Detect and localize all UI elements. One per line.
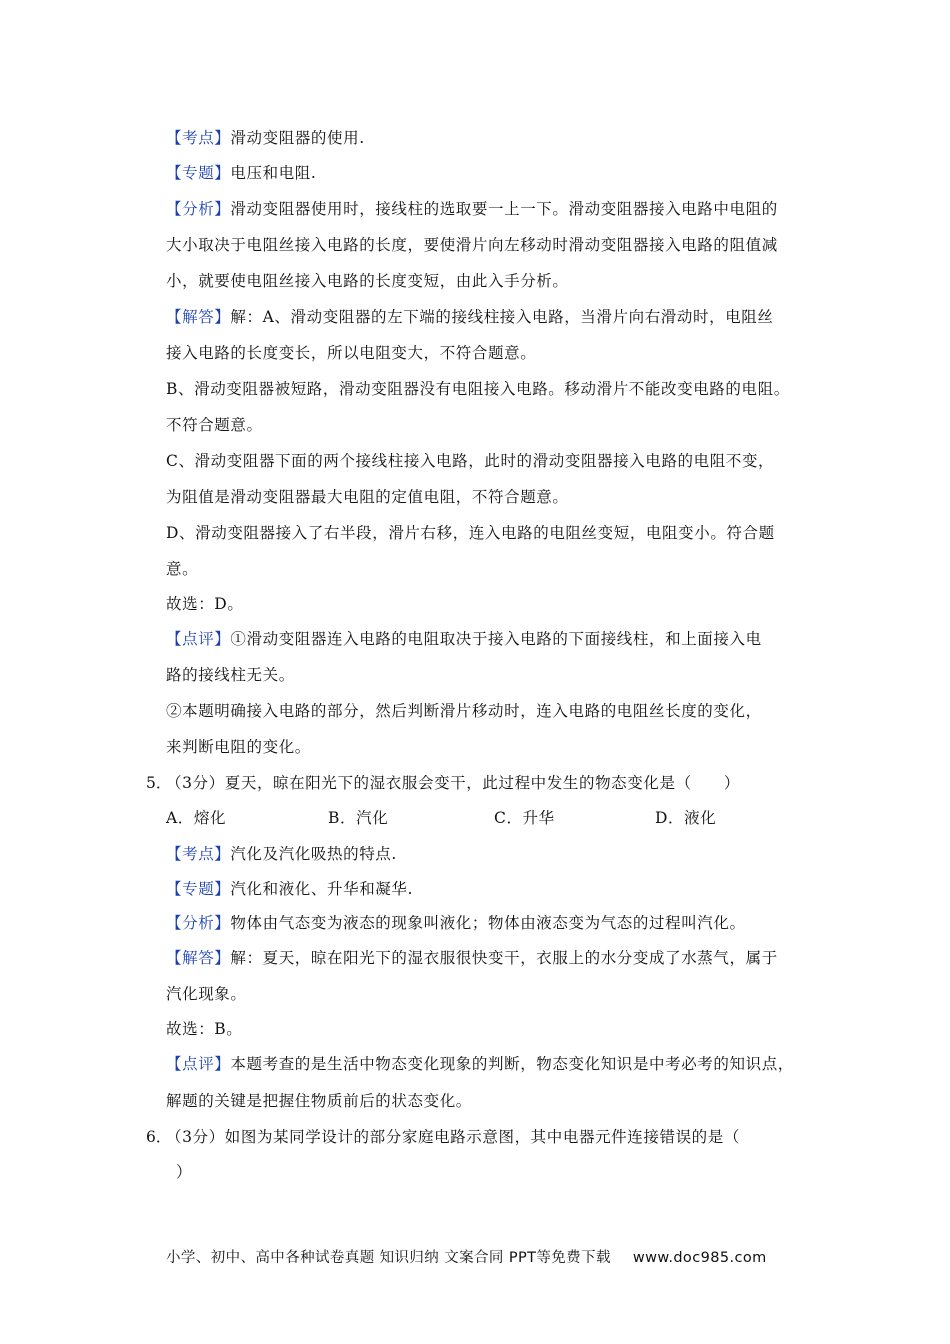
q5-dianping-text-1: 本题考查的是生活中物态变化现象的判断，物态变化知识是中考必考的知识点， bbox=[230, 1055, 794, 1073]
q4-jieda-line bbox=[166, 305, 774, 327]
q4-jieda-text-5: C、滑动变阻器下面的两个接线柱接入电路，此时的滑动变阻器接入电路的电阻不变， bbox=[166, 452, 775, 470]
q5-fenxi-text: 物体由气态变为液态的现象叫液化；物体由液态变为气态的过程叫汽化。 bbox=[230, 914, 746, 932]
dianping-tag: 【点评】 bbox=[166, 630, 231, 648]
q5-kaodian-line bbox=[166, 842, 397, 864]
q5-zhuanti-line bbox=[166, 877, 413, 899]
kaodian-tag: 【考点】 bbox=[166, 845, 231, 863]
q6-number: 6． bbox=[146, 1128, 172, 1146]
q4-fenxi-text-2: 大小取决于电阻丝接入电路的长度，要使滑片向左移动时滑动变阻器接入电路的阻值减 bbox=[166, 236, 778, 254]
page-footer bbox=[166, 1246, 767, 1267]
q6-stem-cont: ） bbox=[176, 1163, 193, 1181]
q5-option-b: B．汽化 bbox=[328, 809, 389, 827]
q4-dianping-text-2: 路的接线柱无关。 bbox=[166, 666, 295, 684]
q4-fenxi-text-1: 滑动变阻器使用时，接线柱的选取要一上一下。滑动变阻器接入电路中电阻的 bbox=[230, 200, 778, 218]
q5-option-c: C．升华 bbox=[494, 809, 555, 827]
dianping-tag: 【点评】 bbox=[166, 1055, 231, 1073]
q5-jieda-text-1: 解：夏天，晾在阳光下的湿衣服很快变干，衣服上的水分变成了水蒸气，属于 bbox=[230, 949, 778, 967]
q4-jieda-text-8: 意。 bbox=[166, 560, 199, 578]
q5-dianping-line bbox=[166, 1052, 794, 1074]
q4-jieda-answer: 故选：D。 bbox=[166, 595, 244, 613]
q4-dianping-line bbox=[166, 627, 762, 649]
footer-text: 小学、初中、高中各种试卷真题 知识归纳 文案合同 PPT等免费下载 bbox=[166, 1250, 611, 1266]
zhuanti-tag: 【专题】 bbox=[166, 880, 231, 898]
q4-zhuanti-text: 电压和电阻. bbox=[230, 164, 317, 182]
q4-kaodian-text: 滑动变阻器的使用. bbox=[230, 129, 365, 147]
fenxi-tag: 【分析】 bbox=[166, 914, 231, 932]
zhuanti-tag: 【专题】 bbox=[166, 164, 231, 182]
q4-fenxi-line bbox=[166, 197, 778, 219]
q4-jieda-text-7: D、滑动变阻器接入了右半段，滑片右移，连入电路的电阻丝变短，电阻变小。符合题 bbox=[166, 524, 775, 542]
q4-jieda-text-3: B、滑动变阻器被短路，滑动变阻器没有电阻接入电路。移动滑片不能改变电路的电阻。 bbox=[166, 380, 790, 398]
q5-number: 5． bbox=[146, 774, 172, 792]
q4-dianping-text-1: ①滑动变阻器连入电路的电阻取决于接入电路的下面接线柱，和上面接入电 bbox=[230, 630, 762, 648]
q5-kaodian-text: 汽化及汽化吸热的特点. bbox=[230, 845, 397, 863]
q5-stem: （3分）夏天，晾在阳光下的湿衣服会变干，此过程中发生的物态变化是（ ） bbox=[166, 774, 740, 792]
q4-jieda-text-1: 解：A、滑动变阻器的左下端的接线柱接入电路，当滑片向右滑动时，电阻丝 bbox=[230, 308, 774, 326]
q5-jieda-text-2: 汽化现象。 bbox=[166, 985, 247, 1003]
q5-jieda-line bbox=[166, 946, 778, 968]
q5-option-a: A．熔化 bbox=[166, 809, 227, 827]
q5-dianping-text-2: 解题的关键是把握住物质前后的状态变化。 bbox=[166, 1092, 472, 1110]
q4-jieda-text-6: 为阻值是滑动变阻器最大电阻的定值电阻，不符合题意。 bbox=[166, 488, 569, 506]
footer-url[interactable]: www.doc985.com bbox=[632, 1250, 767, 1266]
q5-fenxi-line bbox=[166, 911, 746, 933]
q4-jieda-text-2: 接入电路的长度变长，所以电阻变大，不符合题意。 bbox=[166, 344, 537, 362]
q4-dianping-text-3: ②本题明确接入电路的部分，然后判断滑片移动时，连入电路的电阻丝长度的变化， bbox=[166, 702, 762, 720]
q4-kaodian-line bbox=[166, 126, 365, 148]
q4-fenxi-text-3: 小，就要使电阻丝接入电路的长度变短，由此入手分析。 bbox=[166, 272, 569, 290]
kaodian-tag: 【考点】 bbox=[166, 129, 231, 147]
fenxi-tag: 【分析】 bbox=[166, 200, 231, 218]
q5-option-d: D．液化 bbox=[655, 809, 717, 827]
jieda-tag: 【解答】 bbox=[166, 308, 231, 326]
q4-zhuanti-line bbox=[166, 161, 316, 183]
q5-jieda-answer: 故选：B。 bbox=[166, 1020, 243, 1038]
q4-jieda-text-4: 不符合题意。 bbox=[166, 416, 263, 434]
q5-zhuanti-text: 汽化和液化、升华和凝华. bbox=[230, 880, 414, 898]
jieda-tag: 【解答】 bbox=[166, 949, 231, 967]
q4-dianping-text-4: 来判断电阻的变化。 bbox=[166, 738, 311, 756]
q6-stem: （3分）如图为某同学设计的部分家庭电路示意图，其中电器元件连接错误的是（ bbox=[166, 1128, 740, 1146]
